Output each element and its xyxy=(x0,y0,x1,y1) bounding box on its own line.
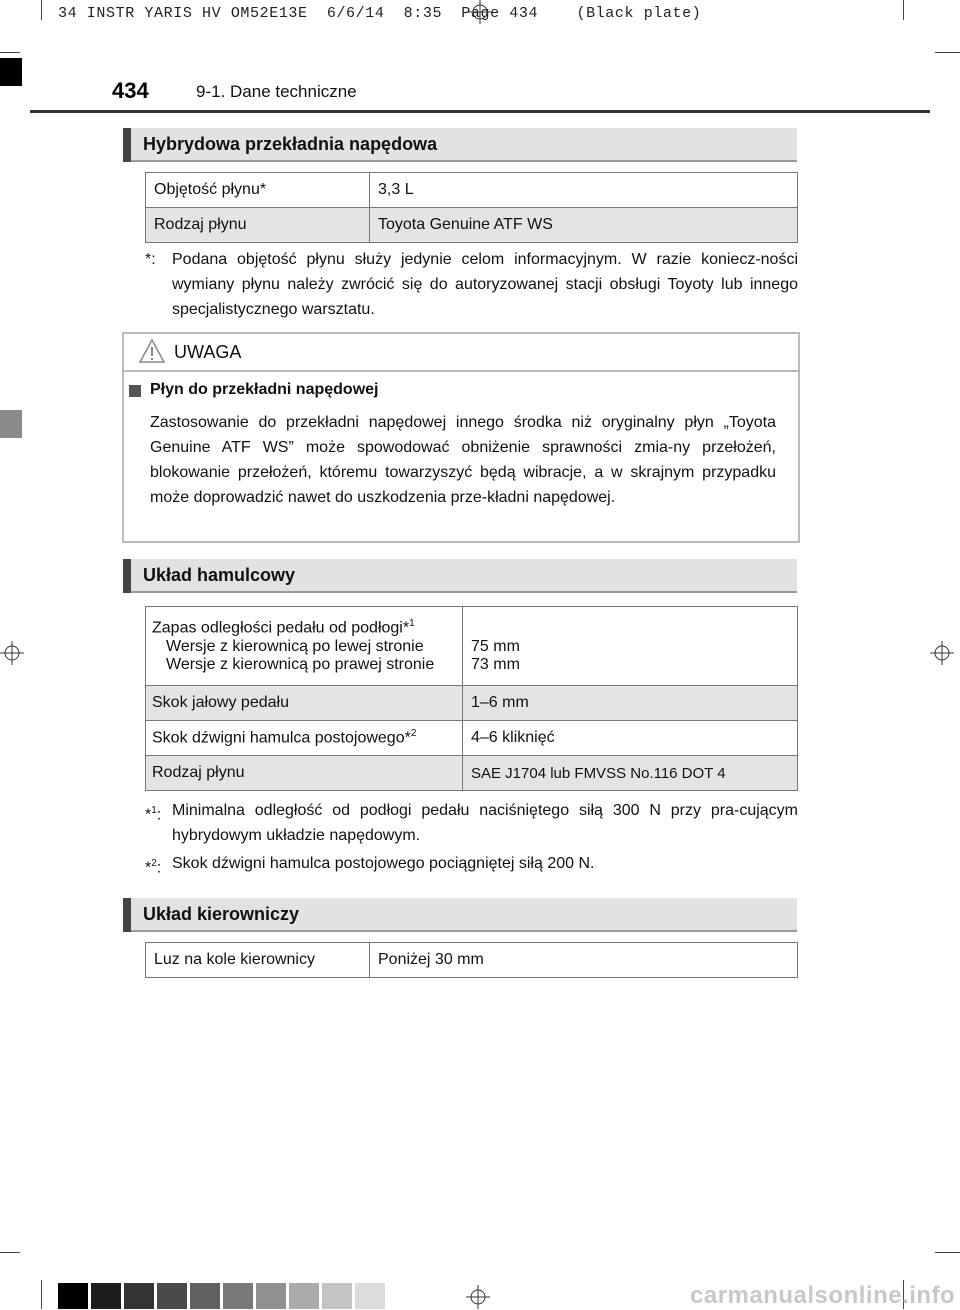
spec-value: Poniżej 30 mm xyxy=(370,943,798,978)
spec-value: 75 mm 73 mm xyxy=(463,607,798,686)
spec-label: Skok dźwigni hamulca postojowego*$^2$ xyxy=(146,721,463,756)
brakes-footnote-1 xyxy=(145,798,798,848)
spec-label: Rodzaj płynu xyxy=(146,208,370,243)
warning-title: UWAGA xyxy=(174,342,242,362)
footnote-mark: *$^1$: xyxy=(145,805,162,824)
spec-value: 3,3 L xyxy=(370,173,798,208)
header-rule xyxy=(30,110,930,113)
chapter-title: 9-1. Dane techniczne xyxy=(196,82,357,101)
section-heading-transmission xyxy=(123,128,797,162)
transmission-footnote xyxy=(145,247,798,322)
footnote-mark: *: xyxy=(145,251,156,268)
spec-label: Skok jałowy pedału xyxy=(146,686,463,721)
section-title: Układ kierowniczy xyxy=(143,904,300,924)
edge-tab-black xyxy=(0,58,22,86)
footnote-text: Podana objętość płynu służy jedynie celom informacyjnym. W razie koniecz-ności wymiany płynu należy zwrócić się do autoryzowanej stacji obsługi Toyoty lub innego specjalistycznego warsztatu. xyxy=(172,251,798,318)
table-row xyxy=(146,208,798,243)
table-row xyxy=(146,607,798,686)
warning-text: Zastosowanie do przekładni napędowej innego środka niż oryginalny płyn „Toyota Genuine ATF WS” może spowodować obniżenie sprawności zmia-ny przełożeń, blokowanie przełożeń, któremu towarzyszyć będą wibracje, a w skrajnym przypadku może doprowadzić nawet do uszkodzenia prze-kładni napędowej. xyxy=(150,414,776,506)
spec-value: 4–6 kliknięć xyxy=(463,721,798,756)
page-number: 434 xyxy=(112,78,149,103)
section-title: Układ hamulcowy xyxy=(143,565,296,585)
brakes-footnote-2 xyxy=(145,851,798,876)
registration-mark-right xyxy=(930,641,954,665)
footnote-mark: *$^2$: xyxy=(145,858,162,877)
section-heading-brakes xyxy=(123,559,797,593)
table-row xyxy=(146,686,798,721)
table-row xyxy=(146,173,798,208)
warning-box xyxy=(122,332,800,543)
transmission-spec-table xyxy=(145,172,798,243)
footnote-text: Minimalna odległość od podłogi pedału naciśniętego siłą 300 N przy pra-cującym hybrydowym układzie napędowym. xyxy=(172,802,798,844)
square-bullet-icon xyxy=(129,385,141,397)
table-row xyxy=(146,756,798,791)
spec-label: Zapas odległości pedału od podłogi*$^1$ Wersje z kierownicą po lewej stronie Wersje z kierownicą po prawej stronie xyxy=(146,607,463,686)
warning-triangle-icon xyxy=(138,338,166,364)
edge-tab-grey xyxy=(0,410,22,438)
watermark: carmanualsonline.info xyxy=(690,1282,956,1309)
spec-value: 1–6 mm xyxy=(463,686,798,721)
spec-value: Toyota Genuine ATF WS xyxy=(370,208,798,243)
spec-sublabel: Wersje z kierownicą po prawej stronie xyxy=(166,655,435,673)
registration-mark-top xyxy=(468,0,492,24)
table-row xyxy=(146,943,798,978)
spec-label: Luz na kole kierownicy xyxy=(146,943,370,978)
footnote-text: Skok dźwigni hamulca postojowego pociągniętej siłą 200 N. xyxy=(172,855,595,872)
section-title: Hybrydowa przekładnia napędowa xyxy=(143,134,438,154)
plate-info: 34 INSTR YARIS HV OM52E13E 6/6/14 8:35 Page 434 (Black plate) xyxy=(58,5,702,22)
table-row xyxy=(146,721,798,756)
spec-label: Rodzaj płynu xyxy=(146,756,463,791)
spec-label: Objętość płynu* xyxy=(146,173,370,208)
spec-sublabel: Wersje z kierownicą po lewej stronie xyxy=(166,637,424,655)
registration-mark-left xyxy=(0,641,24,665)
registration-mark-bottom xyxy=(466,1285,490,1309)
brakes-spec-table xyxy=(145,606,798,791)
spec-value: SAE J1704 lub FMVSS No.116 DOT 4 xyxy=(463,756,798,791)
warning-subtitle: Płyn do przekładni napędowej xyxy=(150,381,379,398)
section-heading-steering xyxy=(123,898,797,932)
steering-spec-table xyxy=(145,942,798,978)
